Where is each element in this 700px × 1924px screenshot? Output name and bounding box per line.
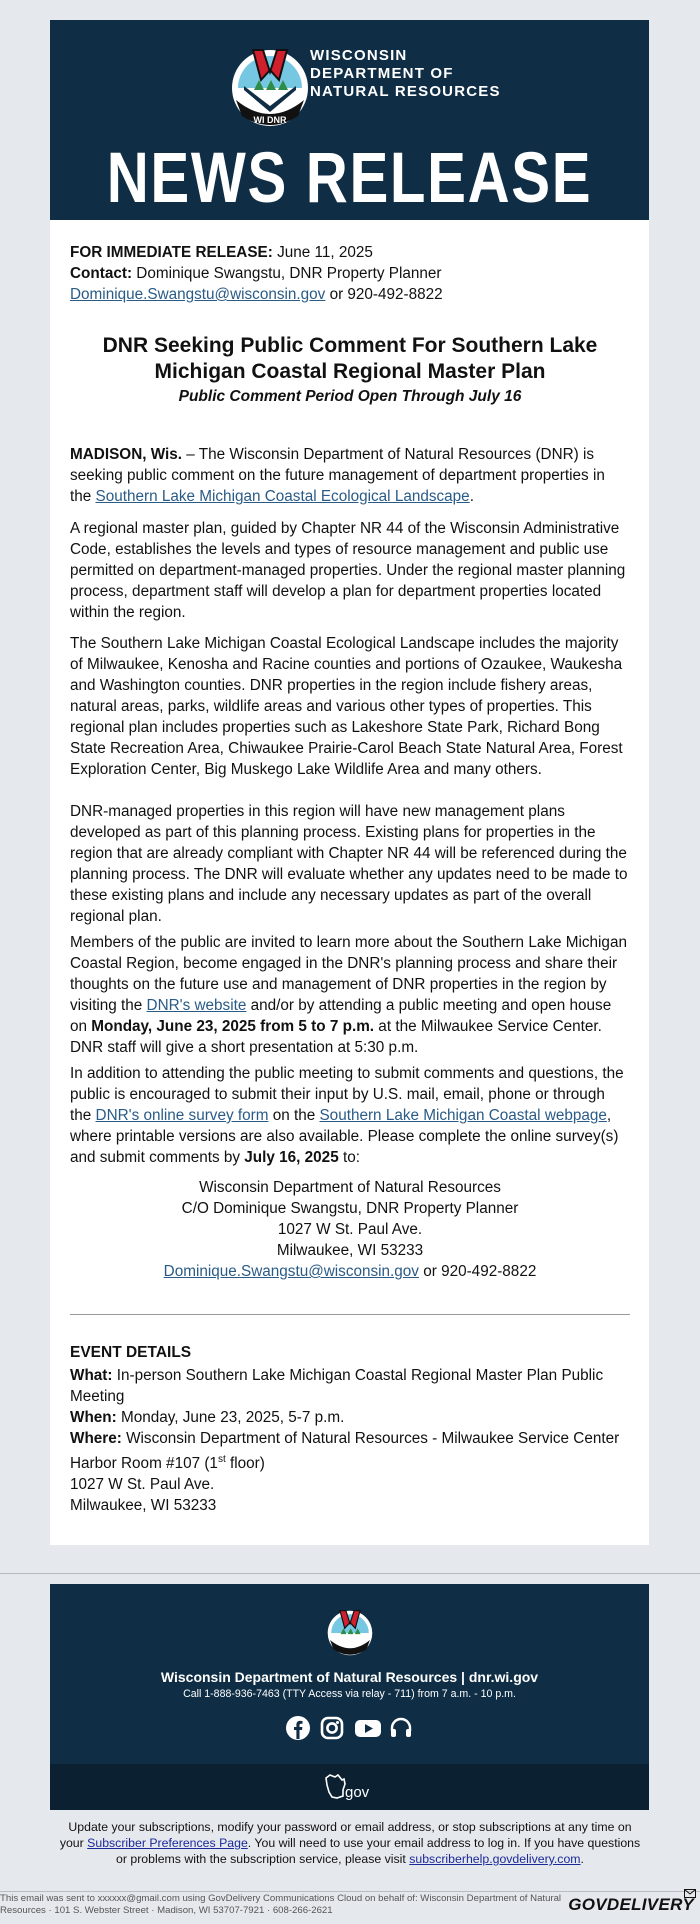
footer-org-name[interactable]: Wisconsin Department of Natural Resources | dnr.wi.gov [160, 1669, 539, 1685]
svg-text:gov: gov [345, 1784, 370, 1801]
outer-divider [0, 1573, 700, 1574]
facebook-icon[interactable] [285, 1715, 311, 1741]
event-heading: EVENT DETAILS [70, 1344, 192, 1361]
footer-dnr-logo [324, 1606, 376, 1660]
wi-dnr-logo [226, 42, 314, 134]
address-email-link[interactable]: Dominique.Swangstu@wisconsin.gov [163, 1263, 419, 1280]
envelope-icon [684, 1889, 696, 1899]
footer-call-info: Call 1-888-936-7463 (TTY Access via relay - 711) from 7 a.m. - 10 p.m. [183, 1688, 516, 1700]
paragraph-2: A regional master plan, guided by Chapter NR 44 of the Wisconsin Administrative Code, establishes the levels and types of resource management and public use permitted on department-managed properties. Under the regional master planning process, department staff will develop a plan for department properties located within the region. [70, 520, 626, 621]
social-links [50, 1715, 649, 1741]
wisconsin-gov-logo[interactable] [323, 1772, 383, 1807]
subscriber-help-link[interactable]: subscriberhelp.govdelivery.com [409, 1852, 581, 1866]
bottom-divider [0, 1891, 700, 1892]
govdelivery-logo[interactable]: GOVDELIVERY [568, 1895, 694, 1915]
release-meta: FOR IMMEDIATE RELEASE: June 11, 2025 Contact: Dominique Swangstu, DNR Property Planner Dominique.Swangstu@wisconsin.gov or 920-492-8822 [70, 244, 443, 303]
ecological-landscape-link[interactable]: Southern Lake Michigan Coastal Ecological Landscape [95, 488, 470, 505]
paragraph-6: In addition to attending the public meeting to submit comments and questions, the public is encouraged to submit their input by U.S. mail, email, phone or through the DNR's online survey form on the Southern Lake Michigan Coastal webpage, where printable versions are also available. Please complete the online survey(s) and submit comments by July 16, 2025 to: [70, 1065, 624, 1166]
podcast-icon[interactable] [388, 1715, 414, 1741]
wisconsin-gov-bar [50, 1764, 649, 1810]
page-title: DNR Seeking Public Comment For Southern Lake Michigan Coastal Regional Master Plan [102, 334, 598, 383]
paragraph-1: MADISON, Wis. – The Wisconsin Department of Natural Resources (DNR) is seeking public comment on the future management of department properties in the Southern Lake Michigan Coastal Ecological Landscape. [70, 446, 605, 505]
footer [50, 1584, 649, 1764]
dnr-website-link[interactable]: DNR's website [146, 997, 247, 1014]
sender-notice: This email was sent to xxxxxx@gmail.com using GovDelivery Communications Cloud on behalf of: Wisconsin Department of Natural Resources · 101 S. Webster Street · Madison, WI 53707-7921 · 608-266-2621 [0, 1893, 562, 1916]
news-release-header [50, 20, 649, 220]
instagram-icon[interactable] [319, 1715, 345, 1741]
mailing-address: Wisconsin Department of Natural Resources C/O Dominique Swangstu, DNR Property Planner 1027 W St. Paul Ave. Milwaukee, WI 53233 Dominique.Swangstu@wisconsin.gov or 920-492-8822 [163, 1179, 537, 1280]
coastal-webpage-link[interactable]: Southern Lake Michigan Coastal webpage [319, 1107, 607, 1124]
event-details: EVENT DETAILS What: In-person Southern Lake Michigan Coastal Regional Master Plan Public Meeting When: Monday, June 23, 2025, 5-7 p.m. Where: Wisconsin Department of Natural Resources - Milwaukee Service Center Harbor Room #107 (1st floor) 1027 W St. Paul Ave. Milwaukee, WI 53233 [70, 1342, 630, 1516]
paragraph-5: Members of the public are invited to learn more about the Southern Lake Michigan Coastal Region, become engaged in the DNR's planning process and share their thoughts on the future use and management of DNR properties in the region by visiting the DNR's website and/or by attending a public meeting and open house on Monday, June 23, 2025 from 5 to 7 p.m. at the Milwaukee Service Center. DNR staff will give a short presentation at 5:30 p.m. [70, 934, 627, 1056]
headline [70, 333, 630, 407]
release-body-card [50, 220, 649, 1545]
paragraph-3: The Southern Lake Michigan Coastal Ecological Landscape includes the majority of Milwaukee, Kenosha and Racine counties and portions of Ozaukee, Waukesha and Washington counties. DNR properties in the region include fishery areas, natural areas, parks, wildlife areas and various other types of properties. This regional plan includes properties such as Lakeshore State Park, Richard Bong State Recreation Area, Chiwaukee Prairie-Carol Beach State Natural Area, Forest Exploration Center, Big Muskego Lake Wildlife Area and many others. [70, 635, 623, 778]
contact-email-link[interactable]: Dominique.Swangstu@wisconsin.gov [70, 286, 326, 303]
online-survey-link[interactable]: DNR's online survey form [95, 1107, 269, 1124]
news-release-banner: NEWS RELEASE [106, 139, 593, 218]
subscription-notice: Update your subscriptions, modify your password or email address, or stop subscriptions at any time on your Subscriber Preferences Page. You will need to use your email address to log in. If you have questions or problems with the subscription service, please visit subscriberhelp.govdelivery.com. [59, 1820, 641, 1866]
agency-name: WISCONSIN DEPARTMENT OF NATURAL RESOURCES [310, 47, 501, 100]
paragraph-4: DNR-managed properties in this region will have new management plans developed as part of this planning process. Existing plans for properties in the region that are already compliant with Chapter NR 44 will be referenced during the planning process. The DNR will evaluate whether any updates need to be made to these existing plans and include any necessary updates as part of the overall regional plan. [70, 803, 628, 925]
section-divider [70, 1314, 630, 1315]
svg-text:WI DNR: WI DNR [253, 115, 287, 125]
youtube-icon[interactable] [354, 1715, 380, 1741]
subscriber-preferences-link[interactable]: Subscriber Preferences Page [87, 1836, 248, 1850]
page-subtitle: Public Comment Period Open Through July 16 [178, 388, 522, 405]
